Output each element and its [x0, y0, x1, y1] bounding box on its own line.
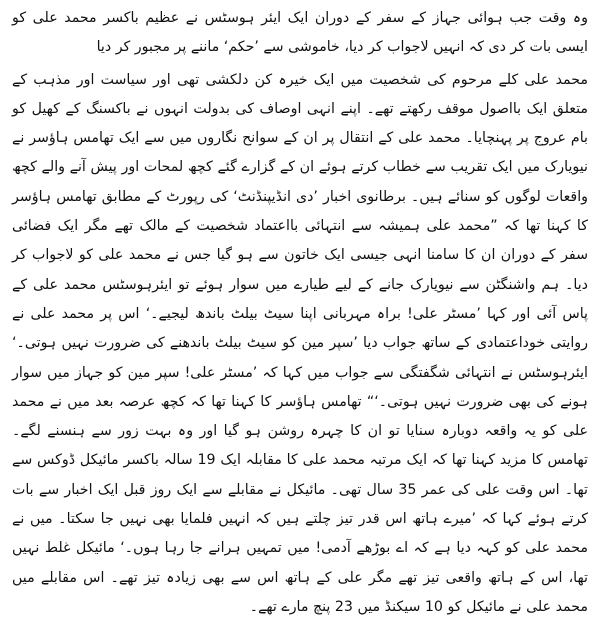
article-main-paragraph: محمد علی کلے مرحوم کی شخصیت میں ایک خیرہ کن دلکشی تھی اور سیاست اور مذہب کے متعلق ایک بااصول موقف رکھتے تھے۔ اپنے انہی اوصاف کی بدولت انہوں نے باکسنگ کے کھیل کو بام عروج پر پہنچایا۔ محمد علی کے انتقال پر ان کے سوانح نگاروں میں سے ایک تھامس ہاؤسر نے نیویارک میں ایک تقریب سے خطاب کرتے ہوئے ان کے گزارے گئے کچھ لمحات اور پیش آنے والے کچھ واقعات لوگوں کو سنائے ہیں۔ برطانوی اخبار ’دی انڈیپنڈنٹ‘ کی رپورٹ کے مطابق تھامس ہاؤسر کا کہنا تھا کہ ”محمد علی ہمیشہ سے انتہائی بااعتماد شخصیت کے مالک تھے مگر ایک فضائی سفر کے دوران ان کا سامنا انہی جیسی ایک خاتون سے ہو گیا جس نے محمد علی کو لاجواب کر دیا۔ ہم واشنگٹن سے نیویارک جانے کے لیے طیارے میں سوار ہوئے تو ایئرہوسٹس محمد علی کے پاس آئی اور کہا ’مسٹر علی! براہ مہربانی اپنا سیٹ بیلٹ باندھ لیجیے۔‘ اس پر محمد علی نے روایتی خوداعتمادی کے ساتھ جواب دیا ’سپر مین کو سیٹ بیلٹ باندھنے کی ضرورت نہیں ہوتی۔‘ ایئرہوسٹس نے انتہائی شگفتگی سے جواب میں کہا کہ ’مسٹر علی! سپر مین کو جہاز میں سوار ہونے کی بھی ضرورت نہیں ہوتی۔‘“ تھامس ہاؤسر کا کہنا تھا کہ کچھ عرصہ بعد میں نے محمد علی کو یہ واقعہ دوبارہ سنایا تو ان کا چہرہ روشن ہو گیا اور وہ بہت زور سے ہنسنے لگے۔ تھامس کا مزید کہنا تھا کہ ایک مرتبہ محمد علی کا مقابلہ ایک 19 سالہ باکسر مائیکل ڈوکس سے تھا۔ اس وقت علی کی عمر 35 سال تھی۔ مائیکل نے مقابلے سے ایک روز قبل ایک اخبار سے بات کرتے ہوئے کہا کہ ’میرے ہاتھ اس قدر تیز چلتے ہیں کہ انہیں فلمایا بھی نہیں جا سکتا۔ میں نے محمد علی کو کہہ دیا ہے کہ اے بوڑھے آدمی! میں تمہیں ہرانے جا رہا ہوں۔‘ مائیکل غلط نہیں تھا، اس کے ہاتھ واقعی تیز تھے مگر علی کے ہاتھ اس سے بھی زیادہ تیز تھے۔ اس مقابلے میں محمد علی نے مائیکل کو 10 سیکنڈ میں 23 پنچ مارے تھے۔ [12, 71, 588, 615]
article-body [12, 4, 588, 622]
article-intro-paragraph: وہ وقت جب ہوائی جہاز کے سفر کے دوران ایک ایئر ہوسٹس نے عظیم باکسر محمد علی کو ایسی بات کر دی کہ انہیں لاجواب کر دیا، خاموشی سے ’حکم‘ ماننے پر مجبور کر دیا [12, 10, 588, 56]
